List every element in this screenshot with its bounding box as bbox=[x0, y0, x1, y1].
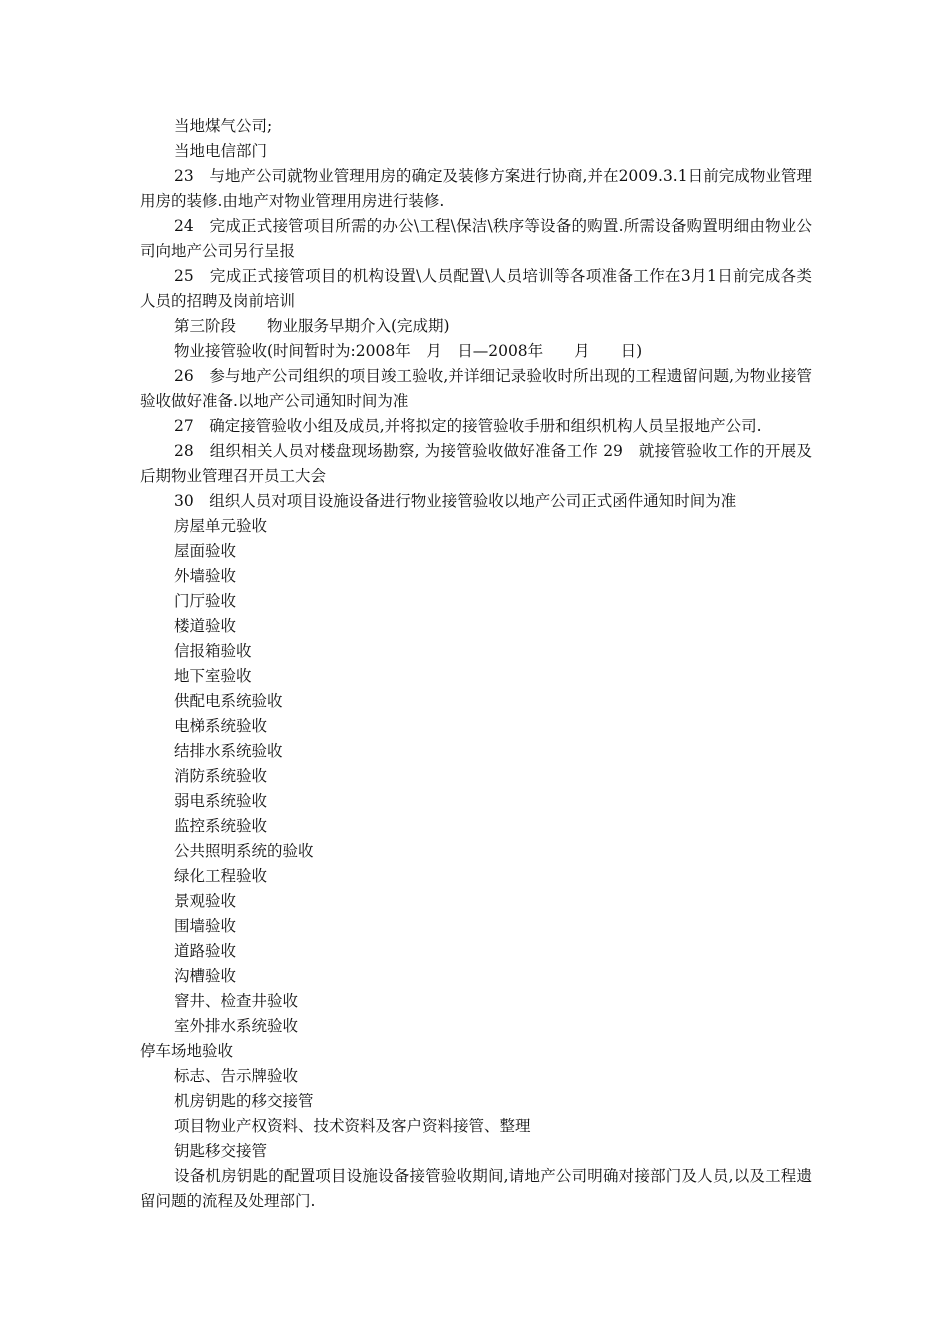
paragraph: 机房钥匙的移交接管 bbox=[174, 1092, 314, 1110]
paragraph: 26 参与地产公司组织的项目竣工验收,并详细记录验收时所出现的工程遗留问题,为物业接管验收做好准备.以地产公司通知时间为准 bbox=[140, 367, 812, 410]
paragraph: 25 完成正式接管项目的机构设置\人员配置\人员培训等各项准备工作在3月1日前完成各类人员的招聘及岗前培训 bbox=[140, 267, 812, 310]
paragraph: 27 确定接管验收小组及成员,并将拟定的接管验收手册和组织机构人员呈报地产公司. bbox=[174, 417, 762, 435]
paragraph: 楼道验收 bbox=[174, 617, 237, 635]
document-body bbox=[140, 114, 812, 1214]
paragraph: 地下室验收 bbox=[174, 667, 252, 685]
paragraph: 道路验收 bbox=[174, 942, 237, 960]
paragraph: 室外排水系统验收 bbox=[174, 1017, 299, 1035]
paragraph: 物业接管验收(时间暂时为:2008年 月 日—2008年 月 日) bbox=[174, 342, 643, 360]
paragraph: 绿化工程验收 bbox=[174, 867, 268, 885]
paragraph: 屋面验收 bbox=[174, 542, 237, 560]
paragraph: 钥匙移交接管 bbox=[174, 1142, 268, 1160]
paragraph: 当地电信部门 bbox=[174, 142, 268, 160]
paragraph: 公共照明系统的验收 bbox=[174, 842, 314, 860]
paragraph: 当地煤气公司; bbox=[174, 117, 273, 135]
paragraph: 房屋单元验收 bbox=[174, 517, 268, 535]
paragraph: 弱电系统验收 bbox=[174, 792, 268, 810]
paragraph: 电梯系统验收 bbox=[174, 717, 268, 735]
paragraph: 结排水系统验收 bbox=[174, 742, 283, 760]
paragraph: 23 与地产公司就物业管理用房的确定及装修方案进行协商,并在2009.3.1日前完成物业管理用房的装修.由地产对物业管理用房进行装修. bbox=[140, 167, 812, 210]
paragraph: 第三阶段 物业服务早期介入(完成期) bbox=[174, 317, 450, 335]
paragraph: 景观验收 bbox=[174, 892, 237, 910]
paragraph: 窨井、检查井验收 bbox=[174, 992, 299, 1010]
paragraph: 项目物业产权资料、技术资料及客户资料接管、整理 bbox=[174, 1117, 531, 1135]
paragraph: 设备机房钥匙的配置项目设施设备接管验收期间,请地产公司明确对接部门及人员,以及工程遗留问题的流程及处理部门. bbox=[140, 1167, 812, 1210]
paragraph: 24 完成正式接管项目所需的办公\工程\保洁\秩序等设备的购置.所需设备购置明细由物业公司向地产公司另行呈报 bbox=[140, 217, 812, 260]
paragraph: 信报箱验收 bbox=[174, 642, 252, 660]
paragraph: 门厅验收 bbox=[174, 592, 237, 610]
paragraph: 外墙验收 bbox=[174, 567, 237, 585]
paragraph: 沟槽验收 bbox=[174, 967, 237, 985]
paragraph: 30 组织人员对项目设施设备进行物业接管验收以地产公司正式函件通知时间为准 bbox=[174, 492, 737, 510]
paragraph: 停车场地验收 bbox=[140, 1042, 234, 1060]
paragraph: 标志、告示牌验收 bbox=[174, 1067, 299, 1085]
paragraph: 消防系统验收 bbox=[174, 767, 268, 785]
paragraph: 监控系统验收 bbox=[174, 817, 268, 835]
paragraph: 供配电系统验收 bbox=[174, 692, 283, 710]
paragraph: 围墙验收 bbox=[174, 917, 237, 935]
paragraph: 28 组织相关人员对楼盘现场勘察, 为接管验收做好准备工作 29 就接管验收工作的开展及后期物业管理召开员工大会 bbox=[140, 442, 812, 485]
